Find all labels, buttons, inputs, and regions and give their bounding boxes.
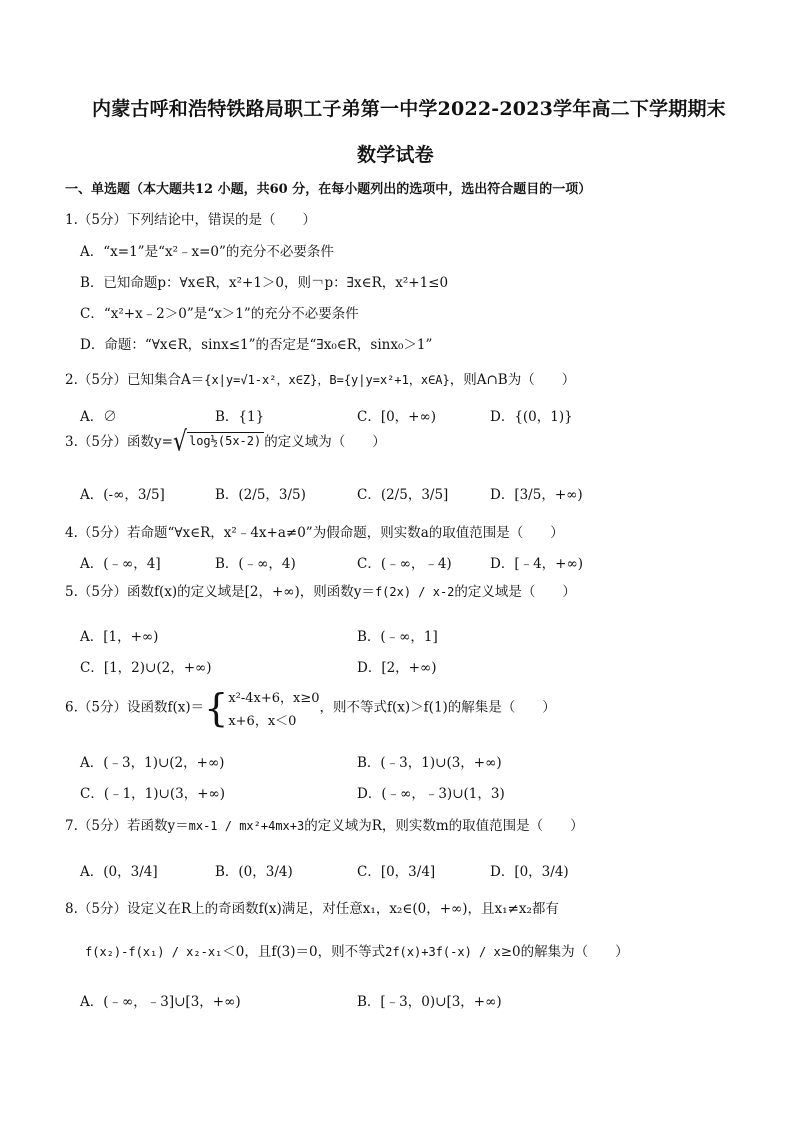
question-stem-line1: 设定义在R上的奇函数f(x)满足，对任意x₁，x₂∈(0，+∞)，且x₁≠x₂都有: [126, 901, 559, 917]
question-stem-pre: 设函数f(x)＝: [126, 699, 205, 716]
piecewise-function: { x²-4x+6，x≥0 x+6，x＜0: [204, 686, 320, 730]
option-a: A．(-∞，3/5]: [80, 487, 165, 503]
question-number: 8.: [65, 901, 78, 917]
question-stem-mid: ＜0，且f(3)＝0，则不等式: [222, 944, 386, 960]
question-stem: 下列结论中，错误的是（ ）: [126, 212, 316, 228]
question-score: （5分）: [77, 434, 127, 450]
option-a: A．“x=1”是“x²﹣x=0”的充分不必要条件: [80, 244, 334, 260]
question-number: 5.: [65, 584, 78, 600]
option-b: B．(﹣∞，4): [215, 556, 296, 572]
option-c: C．(﹣∞，﹣4): [357, 556, 452, 572]
piece-2: x+6，x＜0: [228, 714, 297, 729]
option-a: A．(﹣∞，﹣3]∪[3，+∞): [80, 994, 241, 1010]
option-b: B．{1}: [215, 409, 265, 425]
question-6: [65, 687, 556, 729]
question-stem-post: ，则不等式f(x)＞f(1)的解集是（ ）: [319, 699, 556, 716]
question-4: [65, 521, 564, 541]
question-1: [65, 208, 316, 228]
option-c: C．[1，2)∪(2，+∞): [80, 660, 212, 676]
option-a: A．[1，+∞): [80, 629, 159, 645]
fraction-expression-2: 2f(x)+3f(-x) / x: [385, 945, 501, 959]
question-stem-pre: 函数y=: [126, 434, 173, 450]
question-number: 3.: [65, 434, 78, 450]
option-a: A．(0，3/4]: [80, 864, 158, 880]
question-number: 7.: [65, 818, 78, 834]
question-score: （5分）: [77, 372, 127, 388]
question-stem-post: 的定义域为R，则实数m的取值范围是（ ）: [304, 818, 584, 834]
option-d: D．[﹣4，+∞): [490, 556, 584, 572]
set-expression: {x|y=√1-x²，x∈Z}，B={y|y=x²+1，x∈A}: [204, 373, 450, 387]
option-d: D．[2，+∞): [357, 660, 437, 676]
question-5: [65, 580, 576, 600]
question-number: 1.: [65, 212, 78, 228]
option-d: D．{(0，1)}: [490, 409, 573, 425]
question-score: （5分）: [77, 818, 127, 834]
sqrt-expression: √ log½(5x-2): [173, 432, 264, 454]
page-title-line2: 数学试卷: [357, 144, 434, 166]
question-stem-pre: 若函数y＝: [126, 818, 189, 834]
question-stem-pre: 已知集合A＝: [126, 372, 205, 388]
question-stem-post: ，则A∩B为（ ）: [449, 372, 576, 388]
question-7: [65, 814, 584, 834]
option-c: C．(﹣1，1)∪(3，+∞): [80, 786, 226, 802]
option-b: B．(﹣∞，1]: [357, 629, 438, 645]
option-a: A．(﹣∞，4]: [80, 556, 161, 572]
option-d: D．[0，3/4): [490, 864, 569, 880]
option-c: C．[0，3/4]: [357, 864, 436, 880]
option-d: D．命题：“∀x∈R，sinx≤1”的否定是“∃x₀∈R，sinx₀＞1”: [80, 337, 433, 353]
section-heading: 一、单选题（本大题共12 小题，共60 分，在每小题列出的选项中，选出符合题目的一项）: [65, 182, 592, 197]
question-stem-pre: 函数f(x)的定义域是[2，+∞)，则函数y＝: [126, 584, 375, 600]
question-number: 2.: [65, 372, 78, 388]
question-stem-post: ≥0的解集为（ ）: [500, 944, 629, 960]
question-stem-post: 的定义域是（ ）: [454, 584, 576, 600]
option-a: A．(﹣3，1)∪(2，+∞): [80, 755, 225, 771]
question-score: （5分）: [77, 525, 127, 541]
log-expression: log½(5x-2): [187, 432, 264, 454]
option-c: C．(2/5，3/5]: [357, 487, 449, 503]
option-b: B．(0，3/4): [215, 864, 293, 880]
option-b: B．(﹣3，1)∪(3，+∞): [357, 755, 502, 771]
question-3: [65, 426, 386, 458]
question-score: （5分）: [77, 212, 127, 228]
question-stem: 若命题“∀x∈R，x²﹣4x+a≠0”为假命题，则实数a的取值范围是（ ）: [126, 525, 564, 541]
fraction-expression-1: f(x₂)-f(x₁) / x₂-x₁: [85, 945, 223, 959]
fraction-expression: f(2x) / x-2: [374, 585, 455, 599]
question-stem-post: 的定义域为（ ）: [264, 434, 386, 450]
question-score: （5分）: [77, 901, 127, 917]
fraction-expression: mx-1 / mx²+4mx+3: [188, 819, 305, 833]
question-score: （5分）: [77, 699, 127, 716]
option-c: C．[0，+∞): [357, 409, 437, 425]
piece-1: x²-4x+6，x≥0: [228, 691, 320, 706]
question-8-line2: [85, 940, 629, 960]
option-d: D．(﹣∞，﹣3)∪(1，3): [357, 786, 505, 802]
option-d: D．[3/5，+∞): [490, 487, 583, 503]
question-number: 4.: [65, 525, 78, 541]
question-number: 6.: [65, 699, 78, 716]
option-b: B．[﹣3，0)∪[3，+∞): [357, 994, 502, 1010]
option-b: B．已知命题p：∀x∈R，x²+1＞0，则￢p：∃x∈R，x²+1≤0: [80, 275, 449, 291]
option-c: C．“x²+x﹣2＞0”是“x＞1”的充分不必要条件: [80, 306, 359, 322]
question-score: （5分）: [77, 584, 127, 600]
option-b: B．(2/5，3/5): [215, 487, 306, 503]
question-8: [65, 897, 559, 917]
page-title-line1: 内蒙古呼和浩特铁路局职工子弟第一中学2022-2023学年高二下学期期末: [92, 98, 726, 120]
question-2: [65, 368, 575, 388]
option-a: A．∅: [80, 409, 117, 425]
